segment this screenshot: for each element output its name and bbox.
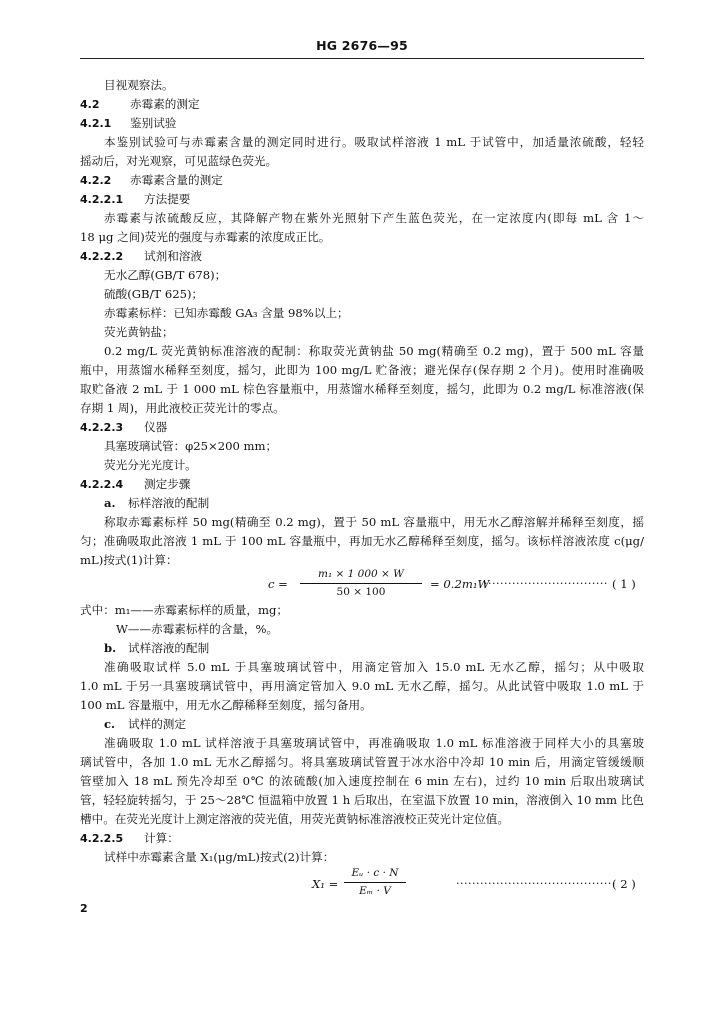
formula-denominator: Eₘ · V <box>359 885 391 897</box>
paragraph-line: 试样中赤霉素含量 X₁(μg/mL)按式(2)计算： <box>104 850 335 864</box>
section-title: 试剂和溶液 <box>144 249 202 263</box>
paragraph-line: 管，轻轻旋转摇匀，于 25～28℃ 恒温箱中放置 1 h 后取出，在室温下放置 10 min，溶液倒入 10 mm 比色 <box>80 793 644 807</box>
item-title: 标样溶液的配制 <box>128 496 210 510</box>
equation-number: ( 1 ) <box>612 577 636 591</box>
item-title: 试样溶液的配制 <box>128 641 210 655</box>
section-title: 赤霉素的测定 <box>130 97 200 111</box>
paragraph-line: 0.2 mg/L 荧光黄钠标准溶液的配制：称取荧光黄钠盐 50 mg(精确至 0.2 mg)，置于 500 mL 容量 <box>104 344 644 358</box>
section-title: 方法提要 <box>144 192 191 206</box>
paragraph-line: 1.0 mL 于另一具塞玻璃试管中，再用滴定管加入 9.0 mL 无水乙醇，摇匀。从此试管中吸取 1.0 mL 于 <box>80 679 644 693</box>
formula-numerator: Eᵤ · c · N <box>351 867 399 879</box>
variable-definition: 式中：m₁——赤霉素标样的质量，mg； <box>80 603 288 617</box>
paragraph-line: 管壁加入 18 mL 预先冷却至 0℃ 的浓硫酸(加入速度控制在 6 min 左右)，过约 10 min 后取出玻璃试 <box>80 774 644 788</box>
section-heading-4-2-2-4 <box>80 477 644 492</box>
paragraph-line: mL)按式(1)计算： <box>80 553 178 567</box>
section-title: 仪器 <box>144 420 168 434</box>
section-number: 4.2.2.5 <box>80 832 124 845</box>
paragraph-line: 本鉴别试验可与赤霉素含量的测定同时进行。吸取试样溶液 1 mL 于试管中，加适量浓硫酸，轻轻 <box>104 135 644 149</box>
subitem-heading-b <box>104 641 644 656</box>
section-title: 鉴别试验 <box>130 116 177 130</box>
paragraph-line: 目视观察法。 <box>104 78 174 92</box>
variable-definition: W——赤霉素标样的含量，%。 <box>116 622 279 636</box>
subitem-heading-c <box>104 717 644 732</box>
item-marker: a. <box>104 496 116 510</box>
equation-number: ( 2 ) <box>612 877 636 891</box>
formula-denominator: 50 × 100 <box>336 586 386 598</box>
section-title: 赤霉素含量的测定 <box>130 173 223 187</box>
section-heading-4-2-2-1 <box>80 192 644 207</box>
formula-numerator: m₁ × 1 000 × W <box>318 568 404 580</box>
header-rule <box>80 58 644 59</box>
reagent-line: 赤霉素标样：已知赤霉酸 GA₃ 含量 98%以上； <box>104 306 349 320</box>
item-marker: c. <box>104 717 116 731</box>
leader-dots: ······························· <box>484 577 608 590</box>
page-number: 2 <box>80 902 88 915</box>
section-heading-4-2-2-5 <box>80 831 644 846</box>
section-number: 4.2.2.2 <box>80 250 124 263</box>
section-heading-4-2-2 <box>80 173 644 188</box>
apparatus-line: 具塞玻璃试管：φ25×200 mm； <box>104 439 278 453</box>
paragraph-line: 璃试管中，各加 1.0 mL 无水乙醇摇匀。将具塞玻璃试管置于冰水浴中冷却 10 min 后，用滴定管缓缓顺 <box>80 755 644 769</box>
paragraph-line: 称取赤霉素标样 50 mg(精确至 0.2 mg)，置于 50 mL 容量瓶中，用无水乙醇溶解并稀释至刻度，摇 <box>104 515 644 529</box>
paragraph-line: 瓶中，用蒸馏水稀释至刻度，摇匀，此即为 100 mg/L 贮备液；避光保存(保存期 2 个月)。使用时准确吸 <box>80 363 644 377</box>
apparatus-line: 荧光分光光度计。 <box>104 458 197 472</box>
paragraph-line: 准确吸取 1.0 mL 试样溶液于具塞玻璃试管中，再准确吸取 1.0 mL 标准溶液于同样大小的具塞玻 <box>104 736 644 750</box>
reagent-line: 荧光黄钠盐； <box>104 325 174 339</box>
section-heading-4-2 <box>80 97 644 112</box>
leader-dots: ········································ <box>456 877 616 890</box>
paragraph-line: 取贮备液 2 mL 于 1 000 mL 棕色容量瓶中，用蒸馏水稀释至刻度，摇匀，此即为 0.2 mg/L 标准溶液(保 <box>80 382 644 396</box>
section-heading-4-2-2-3 <box>80 420 644 435</box>
paragraph-line: 匀；准确吸取此溶液 1 mL 于 100 mL 容量瓶中，再加无水乙醇稀释至刻度，摇匀。该标样溶液浓度 c(μg/ <box>80 534 644 548</box>
fraction-bar <box>344 882 406 883</box>
paragraph-line: 100 mL 容量瓶中，用无水乙醇稀释至刻度，摇匀备用。 <box>80 698 372 712</box>
reagent-line: 硫酸(GB/T 625)； <box>104 287 204 301</box>
section-number: 4.2.2.4 <box>80 478 124 491</box>
section-heading-4-2-1 <box>80 116 644 131</box>
standard-number-header: HG 2676—95 <box>316 38 408 53</box>
paragraph-line: 摇动后，对光观察，可见蓝绿色荧光。 <box>80 154 278 168</box>
formula-lhs: c = <box>268 577 288 591</box>
paragraph-line: 存期 1 周)，用此液校正荧光计的零点。 <box>80 401 285 415</box>
paragraph-line: 准确吸取试样 5.0 mL 于具塞玻璃试管中，用滴定管加入 15.0 mL 无水乙醇，摇匀；从中吸取 <box>104 660 644 674</box>
item-marker: b. <box>104 641 117 655</box>
section-number: 4.2.2 <box>80 174 112 187</box>
paragraph-line: 槽中。在荧光光度计上测定溶液的荧光值，用荧光黄钠标准溶液校正荧光计定位值。 <box>80 812 509 826</box>
section-number: 4.2 <box>80 98 100 111</box>
section-heading-4-2-2-2 <box>80 249 644 264</box>
section-number: 4.2.2.1 <box>80 193 124 206</box>
subitem-heading-a <box>104 496 644 511</box>
paragraph-line: 赤霉素与浓硫酸反应，其降解产物在紫外光照射下产生蓝色荧光，在一定浓度内(即每 mL 含 1～ <box>104 211 644 225</box>
section-number: 4.2.1 <box>80 117 112 130</box>
paragraph-line: 18 μg 之间)荧光的强度与赤霉素的浓度成正比。 <box>80 230 331 244</box>
formula-rhs: = 0.2m₁W <box>430 577 490 591</box>
section-title: 计算： <box>144 831 179 845</box>
fraction-bar <box>300 583 422 584</box>
reagent-line: 无水乙醇(GB/T 678)； <box>104 268 227 282</box>
section-number: 4.2.2.3 <box>80 421 124 434</box>
formula-lhs: X₁ = <box>312 877 339 891</box>
section-title: 测定步骤 <box>144 477 191 491</box>
item-title: 试样的测定 <box>128 717 186 731</box>
